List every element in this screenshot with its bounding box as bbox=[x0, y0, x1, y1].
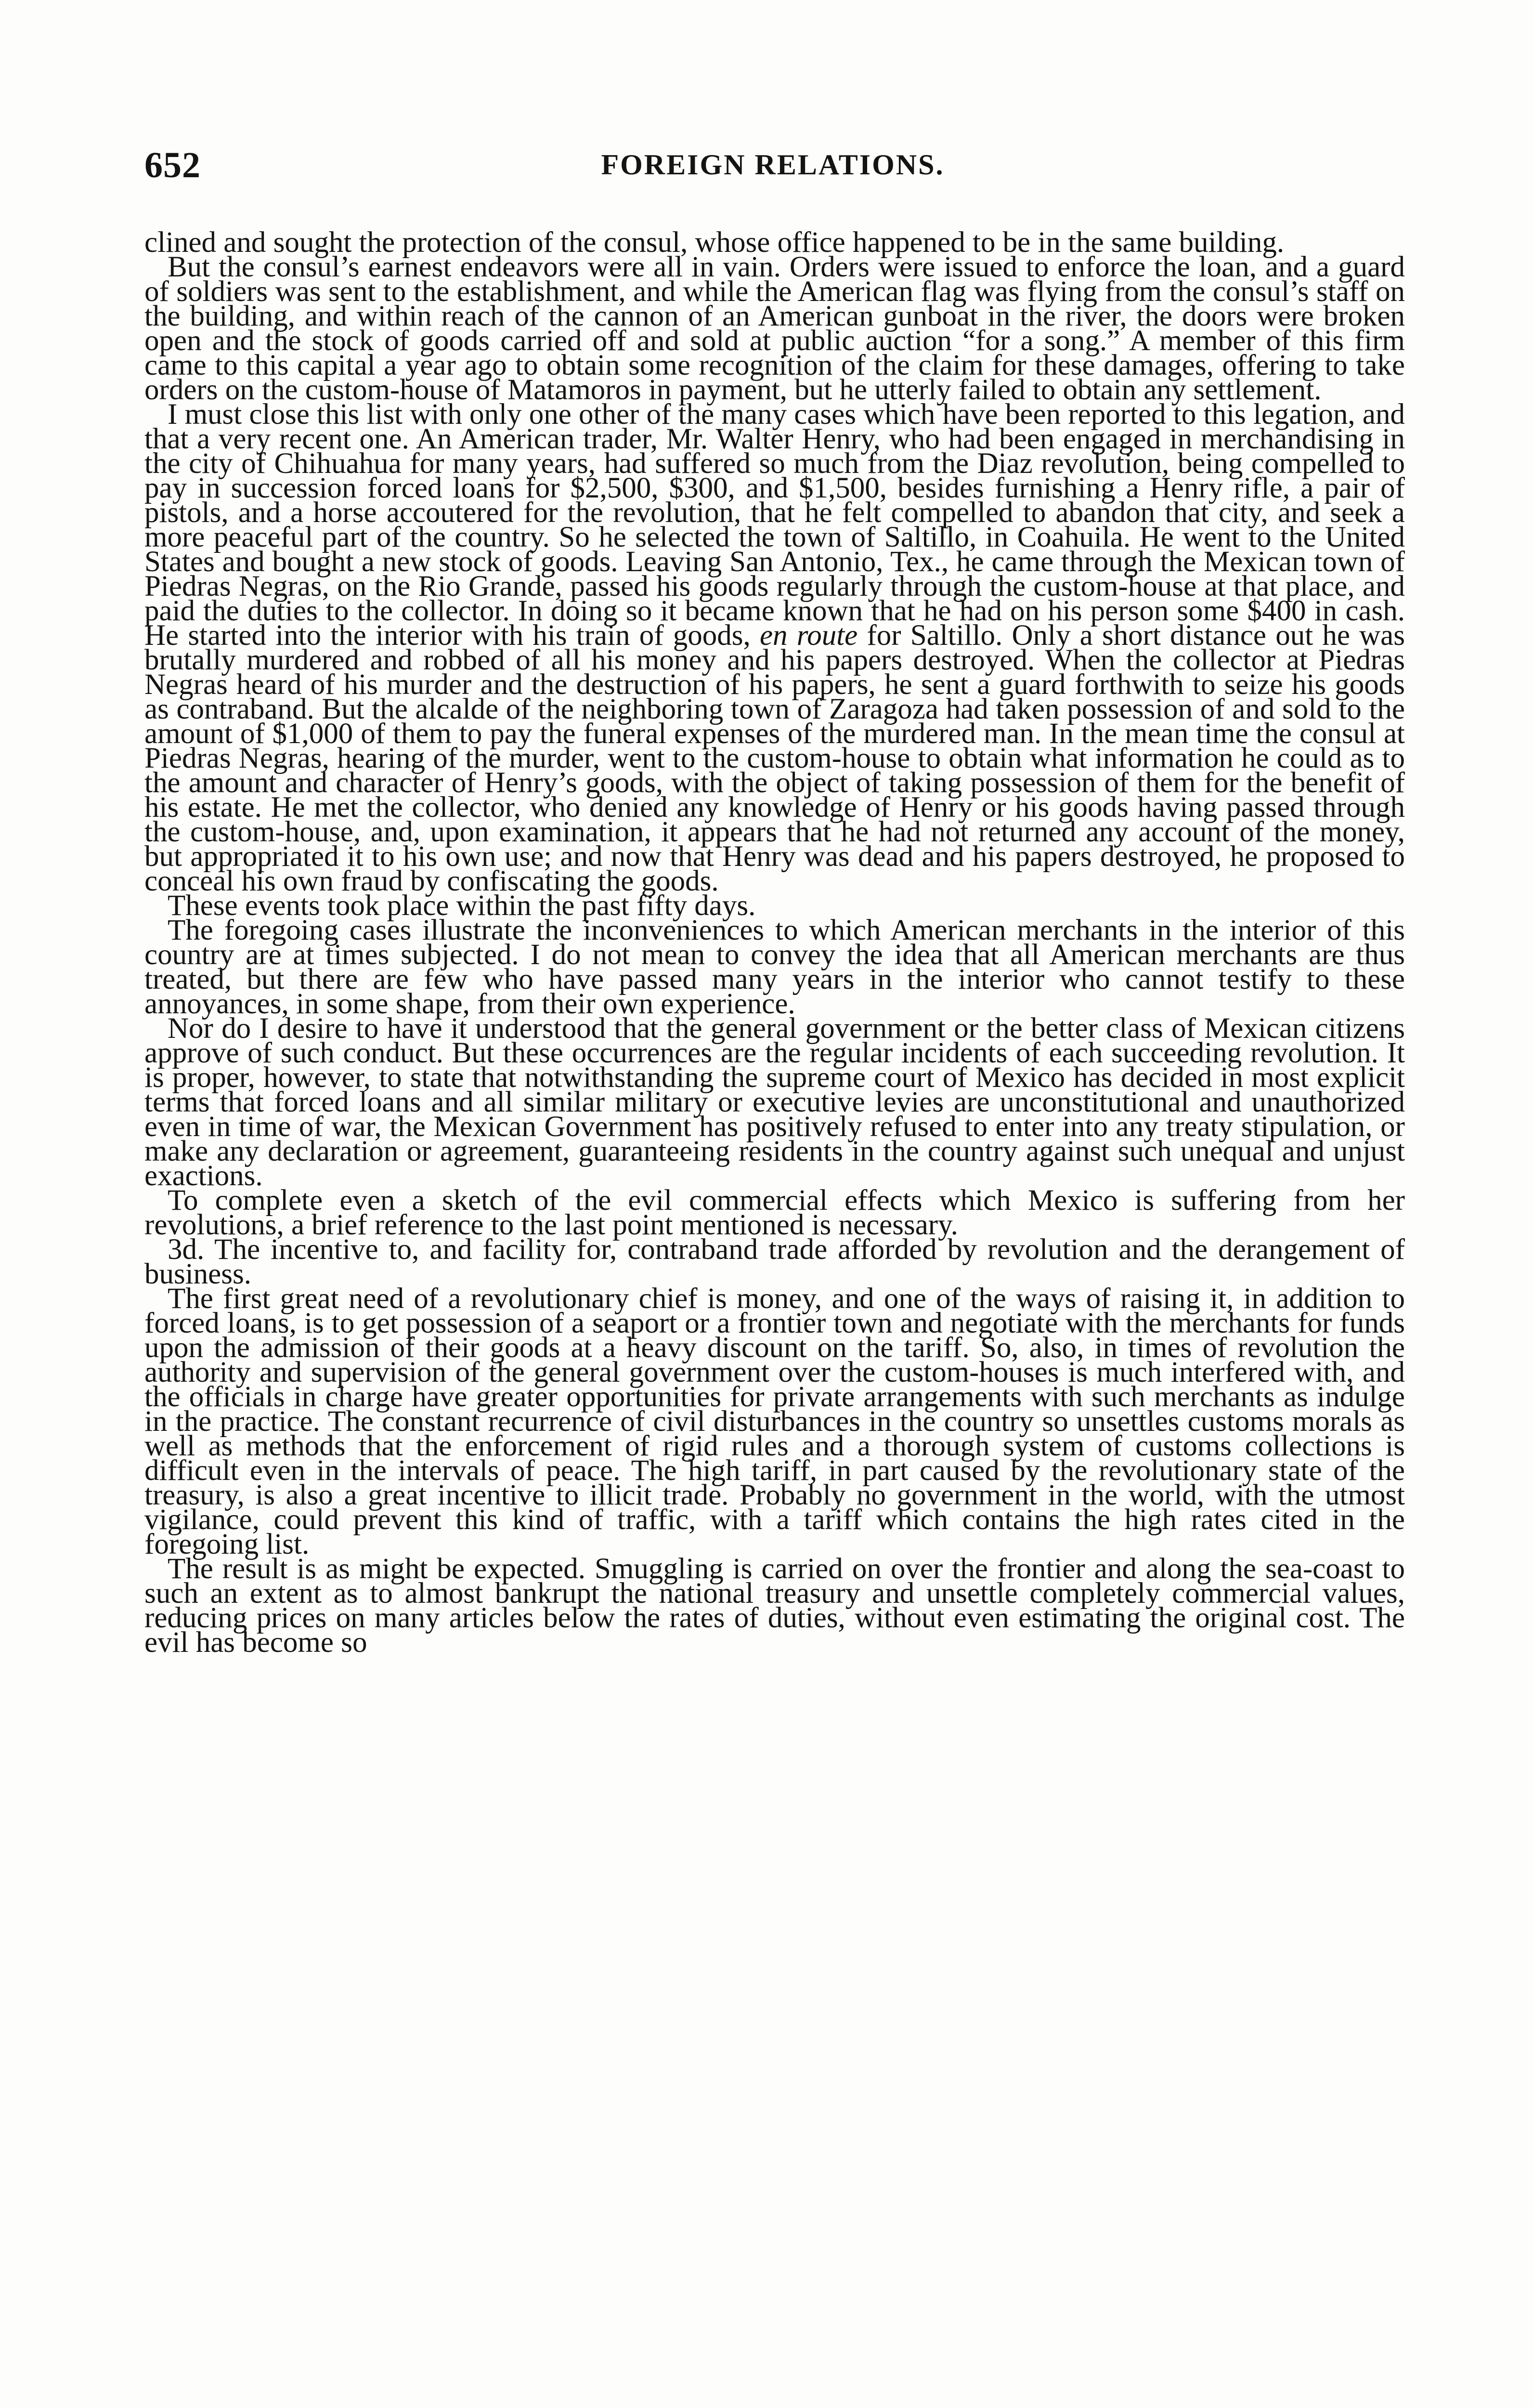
page-number: 652 bbox=[144, 145, 201, 185]
running-title: FOREIGN RELATIONS. bbox=[601, 149, 945, 181]
paragraph-3 bbox=[144, 398, 1405, 897]
paragraph-5: The foregoing cases illustrate the inconveniences to which American merchants in the interior of this country are at times subjected. I do not mean to convey the idea that all American merchants are thus treated, but there are few who have passed many years in the interior who cannot testify to these annoyances, in some shape, from their own experience. bbox=[144, 914, 1405, 1020]
paragraph-3-part-2: for Saltillo. Only a short distance out he was brutally murdered and robbed of all his money and his papers destroyed. When the collector at Piedras Negras heard of his murder and the destruction of his papers, he sent a guard forthwith to seize his goods as contraband. But the alcalde of the neighboring town of Zaragoza had taken possession of and sold to the amount of $1,000 of them to pay the funeral expenses of the murdered man. In the mean time the consul at Piedras Negras, hearing of the murder, went to the custom-house to obtain what information he could as to the amount and character of Henry’s goods, with the object of taking possession of them for the benefit of his estate. He met the collector, who denied any knowledge of Henry or his goods having passed through the custom-house, and, upon examination, it appears that he had not returned any account of the money, but appropriated it to his own use; and now that Henry was dead and his papers destroyed, he proposed to conceal his own fraud by confiscating the goods. bbox=[144, 619, 1405, 897]
paragraph-4: These events took place within the past fifty days. bbox=[168, 890, 756, 922]
paragraph-10: The result is as might be expected. Smuggling is carried on over the frontier and along the sea-coast to such an extent as to almost bankrupt the national treasury and unsettle completely commercial values, reducing prices on many articles below the rates of duties, without even estimating the original cost. The evil has become so bbox=[144, 1553, 1405, 1659]
body-text bbox=[144, 226, 1405, 1659]
paragraph-8: 3d. The incentive to, and facility for, contraband trade afforded by revolution and the derangement of business. bbox=[144, 1233, 1405, 1290]
paragraph-3-part-1: I must close this list with only one other of the many cases which have been reported to this legation, and that a very recent one. An American trader, Mr. Walter Henry, who had been engaged in merchandising in the city of Chihuahua for many years, had suffered so much from the Diaz revolution, being compelled to pay in succession forced loans for $2,500, $300, and $1,500, besides furnishing a Henry rifle, a pair of pistols, and a horse accoutered for the revolution, that he felt compelled to abandon that city, and seek a more peaceful part of the country. So he selected the town of Saltillo, in Coahuila. He went to the United States and bought a new stock of goods. Leaving San Antonio, Tex., he came through the Mexican town of Piedras Negras, on the Rio Grande, passed his goods regularly through the custom-house at that place, and paid the duties to the collector. In doing so it became known that he had on his person some $400 in cash. He started into the interior with his train of goods, bbox=[144, 398, 1405, 652]
paragraph-1: clined and sought the protection of the consul, whose office happened to be in the same building. bbox=[144, 226, 1285, 259]
paragraph-9: The first great need of a revolutionary chief is money, and one of the ways of raising it, in addition to forced loans, is to get possession of a seaport or a frontier town and negotiate with the merchants for funds upon the admission of their goods at a heavy discount on the tariff. So, also, in times of revolution the authority and supervision of the general government over the custom-houses is much interfered with, and the officials in charge have greater opportunities for private arrangements with such merchants as indulge in the practice. The constant recurrence of civil disturbances in the country so unsettles customs morals as well as methods that the enforcement of rigid rules and a thorough system of customs collections is difficult even in the intervals of peace. The high tariff, in part caused by the revolutionary state of the treasury, is also a great incentive to illicit trade. Probably no government in the world, with the utmost vigilance, could prevent this kind of traffic, with a tariff which contains the high rates cited in the foregoing list. bbox=[144, 1283, 1405, 1560]
paragraph-7: To complete even a sketch of the evil commercial effects which Mexico is suffering from her revolutions, a brief reference to the last point mentioned is necessary. bbox=[144, 1184, 1405, 1241]
page-header bbox=[144, 144, 1401, 188]
paragraph-3-italic: en route bbox=[759, 619, 858, 652]
paragraph-6: Nor do I desire to have it understood that the general government or the better class of Mexican citizens approve of such conduct. But these occurrences are the regular incidents of each succeeding revolution. It is proper, however, to state that notwithstanding the supreme court of Mexico has decided in most explicit terms that forced loans and all similar military or executive levies are unconstitutional and unauthorized even in time of war, the Mexican Government has positively refused to enter into any treaty stipulation, or make any declaration or agreement, guaranteeing residents in the country against such unequal and unjust exactions. bbox=[144, 1012, 1405, 1192]
paragraph-2: But the consul’s earnest endeavors were all in vain. Orders were issued to enforce the loan, and a guard of soldiers was sent to the establishment, and while the American flag was flying from the consul’s staff on the building, and within reach of the cannon of an American gunboat in the river, the doors were broken open and the stock of goods carried off and sold at public auction “for a song.” A member of this firm came to this capital a year ago to obtain some recognition of the claim for these damages, offering to take orders on the custom-house of Matamoros in payment, but he utterly failed to obtain any settlement. bbox=[144, 251, 1405, 406]
